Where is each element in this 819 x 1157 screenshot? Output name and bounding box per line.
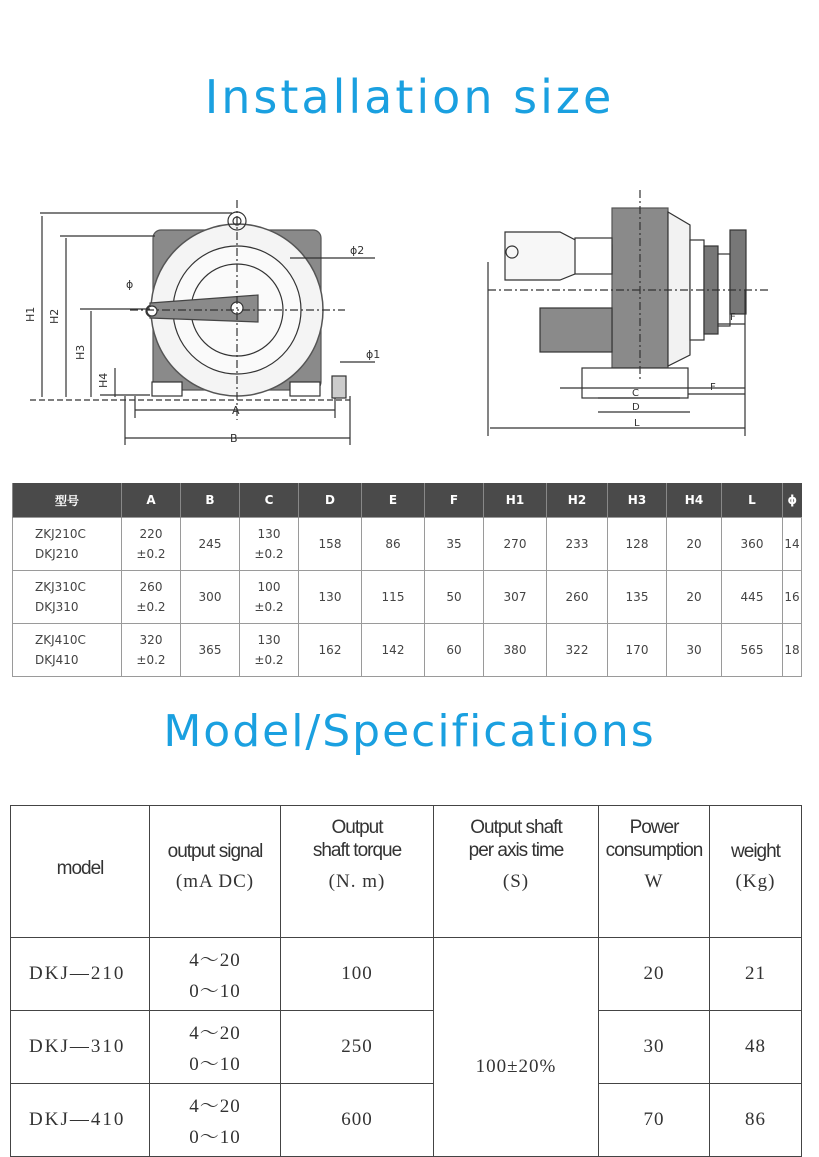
a-cell: 220 ±0.2 <box>122 518 181 571</box>
front-view <box>30 200 375 445</box>
model-cell: DKJ—410 <box>11 1084 150 1157</box>
installation-drawing <box>0 0 819 470</box>
a-cell: 260 ±0.2 <box>122 571 181 624</box>
phi-cell: 14 <box>783 518 802 571</box>
installation-size-table <box>12 483 802 677</box>
svg-text:H1: H1 <box>24 306 37 322</box>
l-cell: 565 <box>722 624 783 677</box>
table-row <box>11 938 802 1011</box>
table-header-row <box>13 483 802 518</box>
side-view <box>488 190 770 436</box>
col-h1: H1 <box>484 483 547 518</box>
signal-cell: 4～20 0～10 <box>150 938 281 1011</box>
d-cell: 130 <box>299 571 362 624</box>
b-cell: 245 <box>181 518 240 571</box>
weight-cell: 21 <box>710 938 802 1011</box>
table-row <box>13 518 802 571</box>
header-weight: weight (Kg) <box>710 806 802 938</box>
model-specifications-title: Model/Specifications <box>163 706 656 757</box>
h4-cell: 20 <box>667 571 722 624</box>
table-row <box>11 1011 802 1084</box>
header-time: Output shaft per axis time (S) <box>434 806 599 938</box>
h1-cell: 307 <box>484 571 547 624</box>
power-cell: 20 <box>599 938 710 1011</box>
b-cell: 365 <box>181 624 240 677</box>
svg-text:A: A <box>232 404 240 417</box>
weight-cell: 48 <box>710 1011 802 1084</box>
a-cell: 320 ±0.2 <box>122 624 181 677</box>
table-row <box>13 571 802 624</box>
col-b: B <box>181 483 240 518</box>
h1-cell: 380 <box>484 624 547 677</box>
svg-text:H2: H2 <box>48 308 61 324</box>
svg-text:C: C <box>632 388 639 399</box>
power-cell: 70 <box>599 1084 710 1157</box>
h3-cell: 135 <box>608 571 667 624</box>
l-cell: 445 <box>722 571 783 624</box>
col-c: C <box>240 483 299 518</box>
e-cell: 115 <box>362 571 425 624</box>
col-a: A <box>122 483 181 518</box>
model-cell: DKJ—310 <box>11 1011 150 1084</box>
e-cell: 86 <box>362 518 425 571</box>
d-cell: 158 <box>299 518 362 571</box>
h3-cell: 170 <box>608 624 667 677</box>
header-model: model <box>11 806 150 938</box>
phi-cell: 16 <box>783 571 802 624</box>
h4-cell: 30 <box>667 624 722 677</box>
f-cell: 60 <box>425 624 484 677</box>
spec-header-row <box>11 806 802 938</box>
col-phi: ϕ <box>783 483 802 518</box>
h2-cell: 322 <box>547 624 608 677</box>
svg-text:L: L <box>634 418 640 429</box>
model-cell: ZKJ310C DKJ310 <box>13 571 122 624</box>
col-f: F <box>425 483 484 518</box>
phi-cell: 18 <box>783 624 802 677</box>
svg-text:ϕ2: ϕ2 <box>350 244 365 257</box>
svg-text:D: D <box>632 402 640 413</box>
torque-cell: 100 <box>281 938 434 1011</box>
col-h4: H4 <box>667 483 722 518</box>
h3-cell: 128 <box>608 518 667 571</box>
f-cell: 35 <box>425 518 484 571</box>
svg-text:B: B <box>230 432 238 445</box>
c-cell: 130 ±0.2 <box>240 624 299 677</box>
header-signal: output signal (mA DC) <box>150 806 281 938</box>
signal-cell: 4～20 0～10 <box>150 1084 281 1157</box>
header-power: Power consumption W <box>599 806 710 938</box>
table-row <box>11 1084 802 1157</box>
time-cell: 100±20% <box>434 938 599 1157</box>
model-cell: ZKJ410C DKJ410 <box>13 624 122 677</box>
table-row <box>13 624 802 677</box>
header-torque: Output shaft torque (N. m) <box>281 806 434 938</box>
torque-cell: 250 <box>281 1011 434 1084</box>
specifications-table <box>10 805 802 1157</box>
h4-cell: 20 <box>667 518 722 571</box>
b-cell: 300 <box>181 571 240 624</box>
d-cell: 162 <box>299 624 362 677</box>
l-cell: 360 <box>722 518 783 571</box>
svg-text:H3: H3 <box>74 344 87 360</box>
col-h3: H3 <box>608 483 667 518</box>
h1-cell: 270 <box>484 518 547 571</box>
col-h2: H2 <box>547 483 608 518</box>
col-d: D <box>299 483 362 518</box>
model-cell: DKJ—210 <box>11 938 150 1011</box>
model-cell: ZKJ210C DKJ210 <box>13 518 122 571</box>
svg-text:ϕ1: ϕ1 <box>366 348 381 361</box>
c-cell: 100 ±0.2 <box>240 571 299 624</box>
h2-cell: 233 <box>547 518 608 571</box>
c-cell: 130 ±0.2 <box>240 518 299 571</box>
svg-text:F: F <box>710 382 716 393</box>
torque-cell: 600 <box>281 1084 434 1157</box>
weight-cell: 86 <box>710 1084 802 1157</box>
col-model: 型号 <box>13 483 122 518</box>
col-l: L <box>722 483 783 518</box>
installation-size-title: Installation size <box>204 70 615 124</box>
svg-text:ϕ: ϕ <box>126 278 134 291</box>
signal-cell: 4～20 0～10 <box>150 1011 281 1084</box>
col-e: E <box>362 483 425 518</box>
e-cell: 142 <box>362 624 425 677</box>
power-cell: 30 <box>599 1011 710 1084</box>
svg-text:H4: H4 <box>97 372 110 388</box>
f-cell: 50 <box>425 571 484 624</box>
svg-text:F: F <box>730 312 736 323</box>
h2-cell: 260 <box>547 571 608 624</box>
